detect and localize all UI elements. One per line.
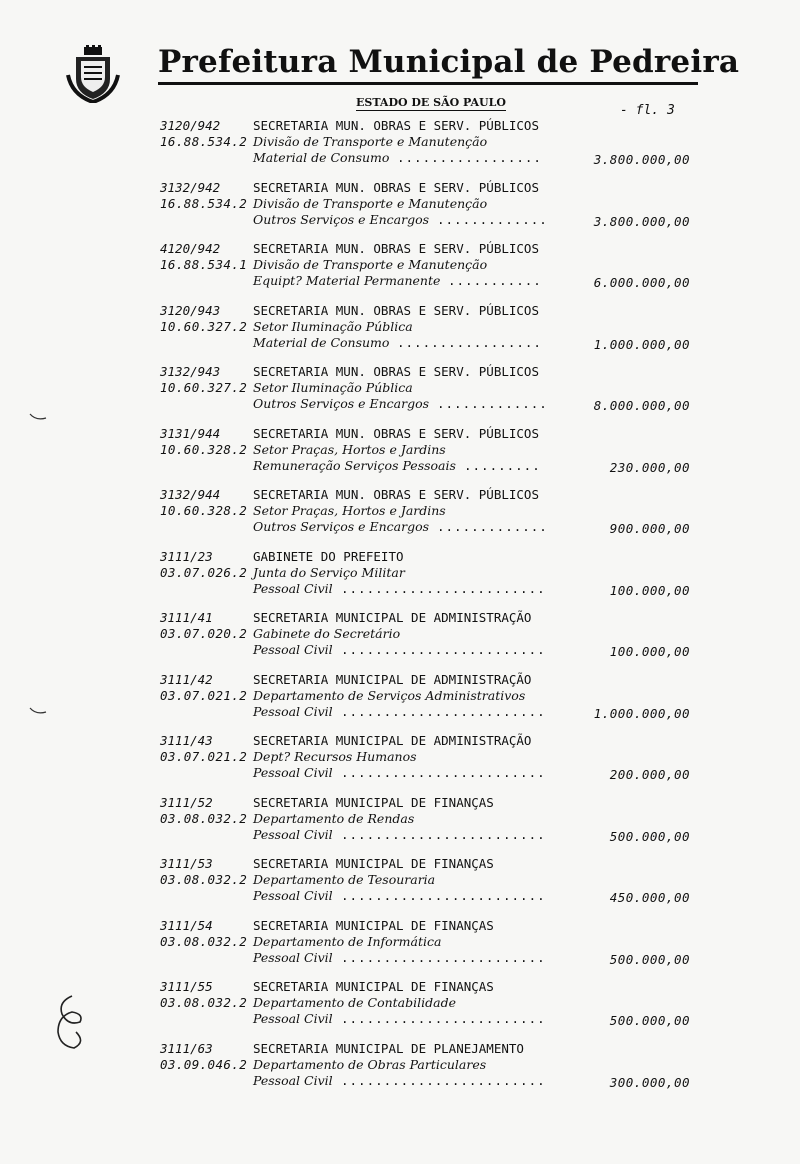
entry-expense-element: Material de Consumo: [253, 150, 390, 165]
entry-amount: 100.000,00: [609, 582, 690, 598]
entry-account-code: 3111/63: [160, 1040, 213, 1056]
entry-organ: SECRETARIA MUNICIPAL DE FINANÇAS: [253, 917, 494, 933]
entry-amount: 500.000,00: [609, 951, 690, 967]
entry-account-code: 3132/942: [160, 179, 221, 195]
entry-unit: Divisão de Transporte e Manutenção: [253, 257, 488, 272]
entry-program-code: 03.07.021.2: [160, 687, 248, 703]
budget-entry: [160, 487, 700, 537]
leader-dots: ........................: [341, 703, 546, 719]
entry-program-code: 16.88.534.1: [160, 257, 248, 272]
budget-entry: [160, 549, 700, 599]
entry-expense-element: Pessoal Civil: [253, 949, 333, 965]
budget-entry: [160, 918, 700, 968]
entry-account-code: 3120/942: [160, 118, 221, 133]
entry-program-code: 10.60.327.2: [160, 380, 248, 395]
entry-unit: Setor Iluminação Pública: [253, 318, 413, 334]
page-title: Prefeitura Municipal de Pedreira: [158, 44, 740, 80]
entry-expense-element: Material de Consumo: [253, 334, 390, 350]
leader-dots: ........................: [341, 1072, 546, 1088]
leader-dots: ...........: [448, 273, 542, 288]
budget-entry: [160, 610, 700, 660]
entry-program-code: 03.07.026.2: [160, 564, 248, 580]
entry-expense-element: Remuneração Serviços Pessoais: [253, 457, 456, 473]
entry-unit: Setor Iluminação Pública: [253, 380, 413, 395]
entry-expense-element: Pessoal Civil: [253, 703, 333, 719]
budget-entry: [160, 426, 700, 476]
entry-organ: SECRETARIA MUNICIPAL DE FINANÇAS: [253, 856, 494, 871]
entry-account-code: 3132/944: [160, 487, 221, 502]
entry-program-code: 03.08.032.2: [160, 995, 248, 1010]
budget-entry: [160, 241, 700, 291]
entry-program-code: 03.08.032.2: [160, 810, 248, 826]
budget-entry: [160, 180, 700, 230]
entry-expense-element: Pessoal Civil: [253, 580, 333, 596]
entry-expense-element: Outros Serviços e Encargos: [253, 396, 430, 411]
state-subtitle: ESTADO DE SÃO PAULO: [356, 96, 506, 109]
entry-expense-element: Pessoal Civil: [253, 888, 333, 903]
entry-account-code: 3120/943: [160, 302, 221, 318]
entry-program-code: 03.09.046.2: [160, 1056, 248, 1072]
entry-program-code: 16.88.534.2: [160, 134, 248, 149]
entry-organ: SECRETARIA MUN. OBRAS E SERV. PÚBLICOS: [253, 364, 539, 379]
entry-program-code: 16.88.534.2: [160, 195, 248, 211]
folio-number: - fl. 3: [620, 103, 675, 118]
entry-unit: Divisão de Transporte e Manutenção: [253, 134, 488, 149]
entry-expense-element: Pessoal Civil: [253, 765, 333, 780]
budget-entry: [160, 856, 700, 906]
entry-unit: Departamento de Rendas: [253, 810, 415, 826]
entry-unit: Departamento de Tesouraria: [253, 872, 436, 887]
entry-amount: 3.800.000,00: [593, 213, 690, 229]
entry-amount: 200.000,00: [609, 767, 690, 782]
entry-expense-element: Outros Serviços e Encargos: [253, 519, 430, 534]
budget-entry: [160, 364, 700, 414]
entry-organ: SECRETARIA MUN. OBRAS E SERV. PÚBLICOS: [253, 179, 539, 195]
entry-unit: Setor Praças, Hortos e Jardins: [253, 441, 446, 457]
entry-account-code: 3111/54: [160, 917, 213, 933]
entry-organ: SECRETARIA MUNICIPAL DE ADMINISTRAÇÃO: [253, 610, 532, 625]
entry-organ: SECRETARIA MUN. OBRAS E SERV. PÚBLICOS: [253, 302, 539, 318]
budget-entry: [160, 1041, 700, 1091]
entry-account-code: 4120/942: [160, 241, 221, 256]
entry-account-code: 3111/55: [160, 979, 213, 994]
entry-unit: Departamento de Informática: [253, 933, 442, 949]
entry-account-code: 3111/43: [160, 733, 213, 748]
entry-organ: SECRETARIA MUNICIPAL DE ADMINISTRAÇÃO: [253, 733, 532, 748]
entry-organ: SECRETARIA MUNICIPAL DE FINANÇAS: [253, 794, 494, 810]
leader-dots: ........................: [341, 765, 546, 780]
entry-unit: Gabinete do Secretário: [253, 626, 401, 641]
entry-organ: SECRETARIA MUN. OBRAS E SERV. PÚBLICOS: [253, 425, 539, 441]
entry-unit: Dept? Recursos Humanos: [253, 749, 417, 764]
entry-unit: Setor Praças, Hortos e Jardins: [253, 503, 446, 518]
entry-amount: 450.000,00: [609, 890, 690, 905]
entry-account-code: 3111/23: [160, 548, 213, 564]
leader-dots: .................: [397, 150, 542, 165]
entry-expense-element: Pessoal Civil: [253, 826, 333, 842]
entry-program-code: 03.07.020.2: [160, 626, 248, 641]
entry-unit: Divisão de Transporte e Manutenção: [253, 195, 488, 211]
entry-amount: 900.000,00: [609, 521, 690, 536]
leader-dots: .............: [437, 211, 548, 227]
entry-account-code: 3131/944: [160, 425, 221, 441]
entry-amount: 3.800.000,00: [593, 152, 690, 167]
entry-expense-element: Equipt? Material Permanente: [253, 273, 441, 288]
entry-organ: SECRETARIA MUNICIPAL DE ADMINISTRAÇÃO: [253, 671, 532, 687]
entry-program-code: 03.07.021.2: [160, 749, 248, 764]
budget-entry: [160, 795, 700, 845]
municipal-crest-logo: [66, 45, 120, 103]
entry-unit: Junta do Serviço Militar: [253, 564, 405, 580]
leader-dots: ........................: [341, 826, 546, 842]
entry-unit: Departamento de Obras Particulares: [253, 1056, 487, 1072]
entry-amount: 1.000.000,00: [593, 705, 690, 721]
leader-dots: ........................: [341, 949, 546, 965]
entry-amount: 500.000,00: [609, 1013, 690, 1028]
entry-organ: SECRETARIA MUNICIPAL DE FINANÇAS: [253, 979, 494, 994]
entry-amount: 1.000.000,00: [593, 336, 690, 352]
entry-program-code: 10.60.328.2: [160, 503, 248, 518]
entry-program-code: 03.08.032.2: [160, 933, 248, 949]
entry-unit: Departamento de Serviços Administrativos: [253, 687, 526, 703]
entry-account-code: 3111/52: [160, 794, 213, 810]
budget-entry: [160, 118, 700, 168]
leader-dots: ........................: [341, 1011, 546, 1026]
budget-entry: [160, 733, 700, 783]
entry-organ: SECRETARIA MUN. OBRAS E SERV. PÚBLICOS: [253, 487, 539, 502]
entry-unit: Departamento de Contabilidade: [253, 995, 456, 1010]
leader-dots: .............: [437, 396, 548, 411]
leader-dots: .........: [464, 457, 541, 473]
entry-amount: 300.000,00: [609, 1074, 690, 1090]
scan-mark: [28, 412, 48, 422]
budget-entry: [160, 979, 700, 1029]
entry-account-code: 3132/943: [160, 364, 221, 379]
entry-amount: 230.000,00: [609, 459, 690, 475]
entry-organ: SECRETARIA MUN. OBRAS E SERV. PÚBLICOS: [253, 241, 539, 256]
entry-expense-element: Outros Serviços e Encargos: [253, 211, 430, 227]
entry-program-code: 10.60.328.2: [160, 441, 248, 457]
entry-account-code: 3111/41: [160, 610, 213, 625]
leader-dots: ........................: [341, 580, 546, 596]
title-rule: [158, 82, 698, 85]
entry-account-code: 3111/42: [160, 671, 213, 687]
entry-amount: 6.000.000,00: [593, 275, 690, 290]
entry-expense-element: Pessoal Civil: [253, 1072, 333, 1088]
leader-dots: .................: [397, 334, 542, 350]
entry-expense-element: Pessoal Civil: [253, 642, 333, 657]
handwritten-initial-signature: [52, 992, 88, 1052]
leader-dots: ........................: [341, 888, 546, 903]
budget-entry: [160, 303, 700, 353]
entry-program-code: 03.08.032.2: [160, 872, 248, 887]
entry-organ: GABINETE DO PREFEITO: [253, 548, 404, 564]
leader-dots: ........................: [341, 642, 546, 657]
budget-entry: [160, 672, 700, 722]
entry-amount: 100.000,00: [609, 644, 690, 659]
entry-amount: 500.000,00: [609, 828, 690, 844]
entry-organ: SECRETARIA MUN. OBRAS E SERV. PÚBLICOS: [253, 118, 539, 133]
entry-account-code: 3111/53: [160, 856, 213, 871]
entry-expense-element: Pessoal Civil: [253, 1011, 333, 1026]
scan-mark: [28, 706, 48, 716]
entry-program-code: 10.60.327.2: [160, 318, 248, 334]
entry-organ: SECRETARIA MUNICIPAL DE PLANEJAMENTO: [253, 1040, 524, 1056]
entry-amount: 8.000.000,00: [593, 398, 690, 413]
leader-dots: .............: [437, 519, 548, 534]
